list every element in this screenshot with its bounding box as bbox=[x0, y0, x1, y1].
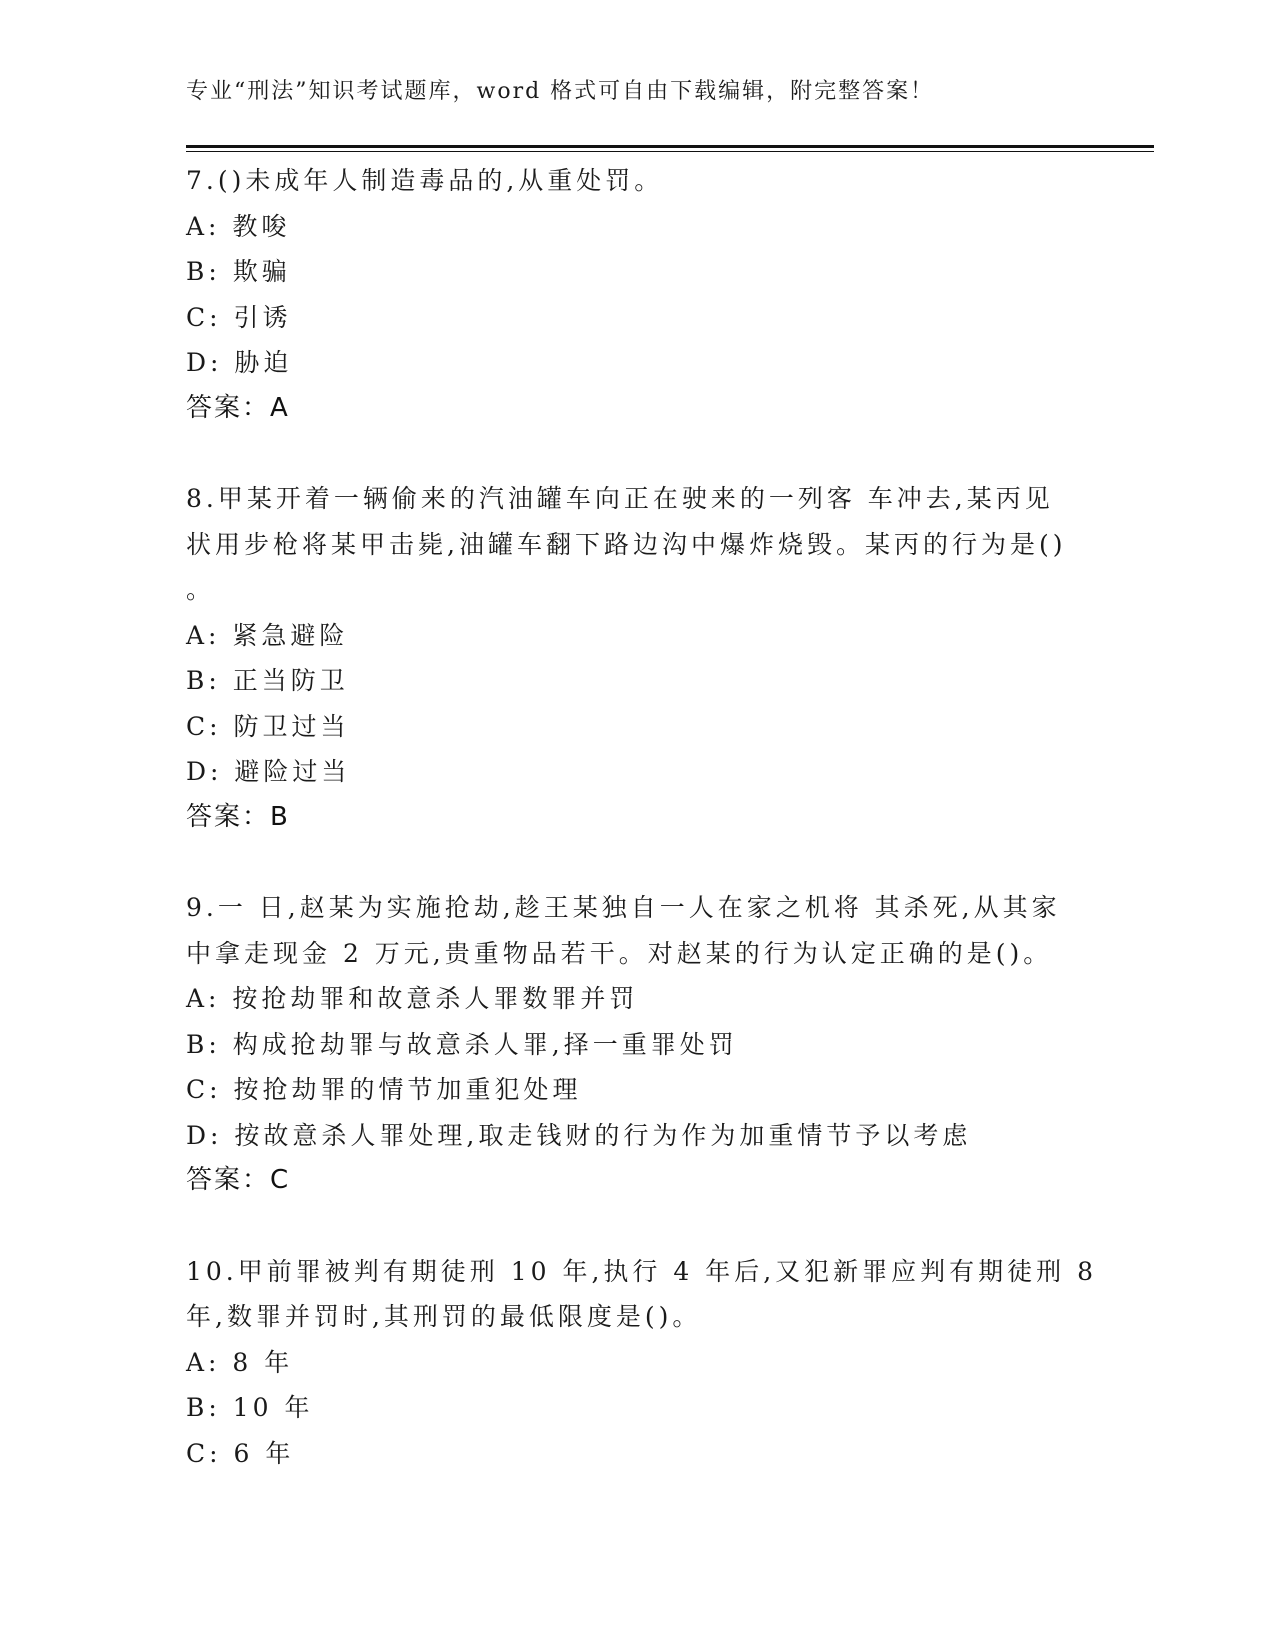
question-stem: 8.甲某开着一辆偷来的汽油罐车向正在驶来的一列客 车冲去,某丙见 bbox=[186, 484, 1054, 513]
question-stem: 7.()未成年人制造毒品的,从重处罚。 bbox=[186, 166, 664, 195]
option-d: D: 避险过当 bbox=[186, 757, 351, 786]
answer-label: 答案：A bbox=[186, 392, 290, 423]
option-a: A: 教唆 bbox=[186, 211, 291, 241]
option-b: B: 正当防卫 bbox=[186, 666, 349, 695]
question-stem: 10.甲前罪被判有期徒刑 10 年,执行 4 年后,又犯新罪应判有期徒刑 8 bbox=[186, 1256, 1098, 1286]
option-c: C: 引诱 bbox=[186, 302, 292, 332]
option-a: A: 按抢劫罪和故意杀人罪数罪并罚 bbox=[186, 984, 639, 1013]
question-7 bbox=[186, 158, 1086, 431]
header-rule-thick bbox=[186, 145, 1154, 148]
option-b: B: 10 年 bbox=[186, 1393, 314, 1422]
question-stem: 。 bbox=[186, 575, 216, 604]
answer-label: 答案：B bbox=[186, 801, 290, 832]
answer-label: 答案：C bbox=[186, 1165, 291, 1195]
option-b: B: 欺骗 bbox=[186, 257, 291, 286]
option-d: D: 胁迫 bbox=[186, 348, 293, 377]
question-list bbox=[186, 158, 1098, 1476]
question-10 bbox=[186, 1249, 1098, 1477]
option-c: C: 防卫过当 bbox=[186, 711, 350, 741]
question-8 bbox=[186, 476, 1086, 840]
option-c: C: 按抢劫罪的情节加重犯处理 bbox=[186, 1075, 582, 1104]
option-c: C: 6 年 bbox=[186, 1438, 295, 1468]
option-a: A: 紧急避险 bbox=[186, 620, 349, 650]
header-rule-thin bbox=[186, 151, 1154, 152]
option-d: D: 按故意杀人罪处理,取走钱财的行为作为加重情节予以考虑 bbox=[186, 1120, 972, 1150]
question-stem: 9.一 日,赵某为实施抢劫,趁王某独自一人在家之机将 其杀死,从其家 bbox=[186, 893, 1061, 922]
question-stem: 中拿走现金 2 万元,贵重物品若干。对赵某的行为认定正确的是()。 bbox=[186, 938, 1053, 968]
page-header: 专业“刑法”知识考试题库，word 格式可自由下载编辑，附完整答案！ bbox=[186, 79, 935, 104]
option-b: B: 构成抢劫罪与故意杀人罪,择一重罪处罚 bbox=[186, 1029, 738, 1059]
option-a: A: 8 年 bbox=[186, 1347, 294, 1377]
question-stem: 年,数罪并罚时,其刑罚的最低限度是()。 bbox=[186, 1302, 702, 1331]
question-stem: 状用步枪将某甲击毙,油罐车翻下路边沟中爆炸烧毁。某丙的行为是() bbox=[186, 529, 1067, 559]
question-9 bbox=[186, 885, 1086, 1204]
